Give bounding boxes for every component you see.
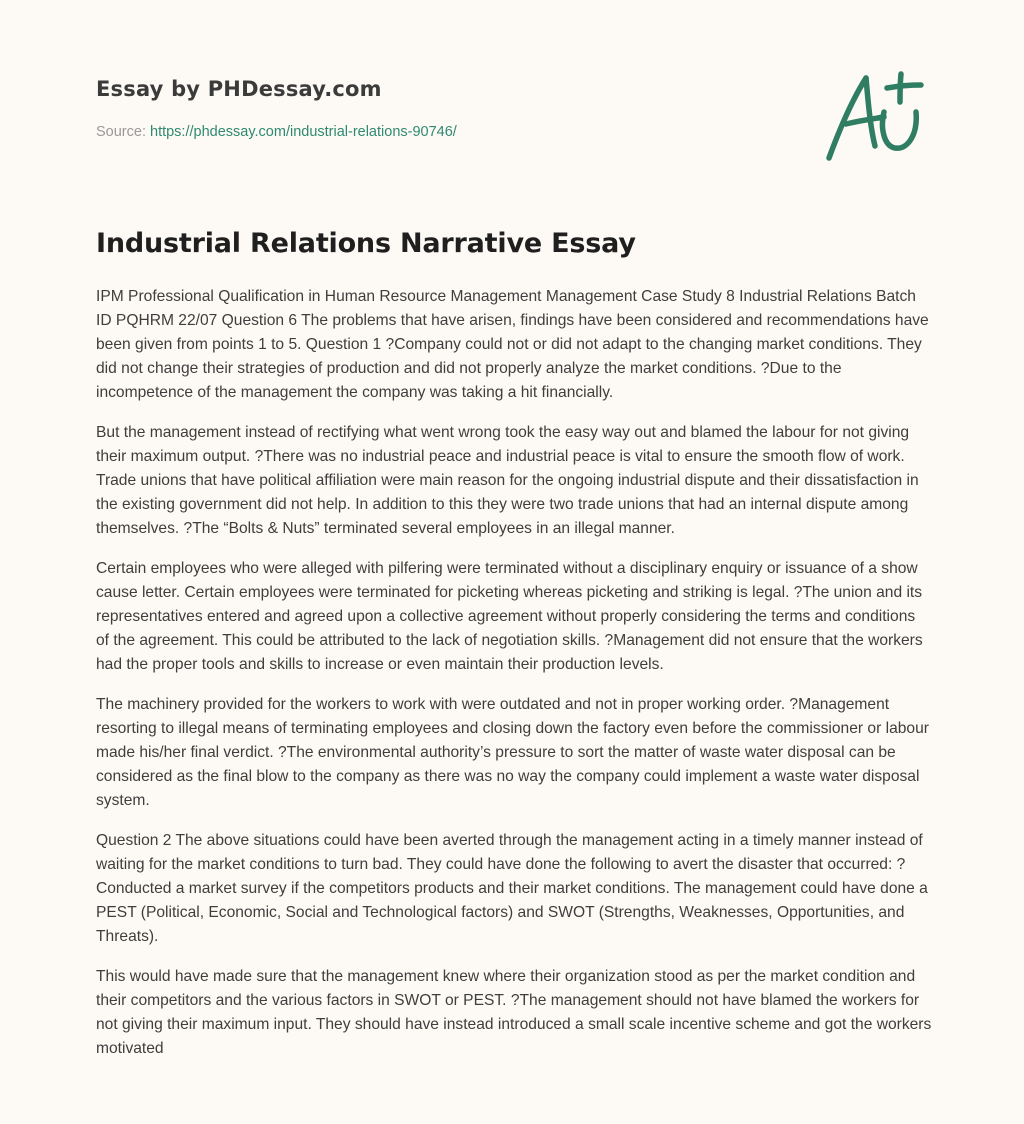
- site-title: Essay by PHDessay.com: [96, 77, 382, 101]
- essay-paragraph-4: The machinery provided for the workers to work with were outdated and not in proper working order. ?Management resorting to illegal means of terminating employees and closing down the factory even before the commissioner or labour made his/her final verdict. ?The environmental authority’s pressure to sort the matter of waste water disposal can be considered as the final blow to the company as there was no way the company could implement a waste water disposal system.: [96, 696, 929, 809]
- essay-paragraph-2: But the management instead of rectifying what went wrong took the easy way out and blamed the labour for not giving their maximum output. ?There was no industrial peace and industrial peace is vital to ensure the smooth flow of work. Trade unions that have political affiliation were main reason for the ongoing industrial dispute and their dissatisfaction in the existing government did not help. In addition to this they were two trade unions that had an internal dispute among themselves. ?The “Bolts & Nuts” terminated several employees in an illegal manner.: [96, 424, 919, 537]
- a-plus-logo-icon: [820, 66, 930, 166]
- page-header: [96, 74, 696, 140]
- source-line: [96, 122, 457, 142]
- source-label: Source:: [96, 124, 150, 140]
- essay-title: Industrial Relations Narrative Essay: [96, 228, 636, 259]
- essay-body: [96, 285, 932, 1077]
- essay-paragraph-5: Question 2 The above situations could have been averted through the management acting in a timely manner instead of waiting for the market conditions to turn bad. They could have done the following to avert the disaster that occurred: ?Conducted a market survey if the competitors products and their market conditions. The management could have done a PEST (Political, Economic, Social and Technological factors) and SWOT (Strengths, Weaknesses, Opportunities, and Threats).: [96, 832, 928, 945]
- essay-paragraph-1: IPM Professional Qualification in Human Resource Management Management Case Study 8 Industrial Relations Batch ID PQHRM 22/07 Question 6 The problems that have arisen, findings have been considered and recommendations have been given from points 1 to 5. Question 1 ?Company could not or did not adapt to the changing market conditions. They did not change their strategies of production and did not properly analyze the market conditions. ?Due to the incompetence of the management the company was taking a hit financially.: [96, 288, 929, 401]
- essay-paragraph-6: This would have made sure that the management knew where their organization stood as per the market condition and their competitors and the various factors in SWOT or PEST. ?The management should not have blamed the workers for not giving their maximum input. They should have instead introduced a small scale incentive scheme and got the workers motivated: [96, 968, 932, 1057]
- essay-paragraph-3: Certain employees who were alleged with pilfering were terminated without a disciplinary enquiry or issuance of a show cause letter. Certain employees were terminated for picketing whereas picketing and striking is legal. ?The union and its representatives entered and agreed upon a collective agreement without properly considering the terms and conditions of the agreement. This could be attributed to the lack of negotiation skills. ?Management did not ensure that the workers had the proper tools and skills to increase or even maintain their production levels.: [96, 560, 923, 673]
- source-link[interactable]: https://phdessay.com/industrial-relations-90746/: [150, 124, 457, 140]
